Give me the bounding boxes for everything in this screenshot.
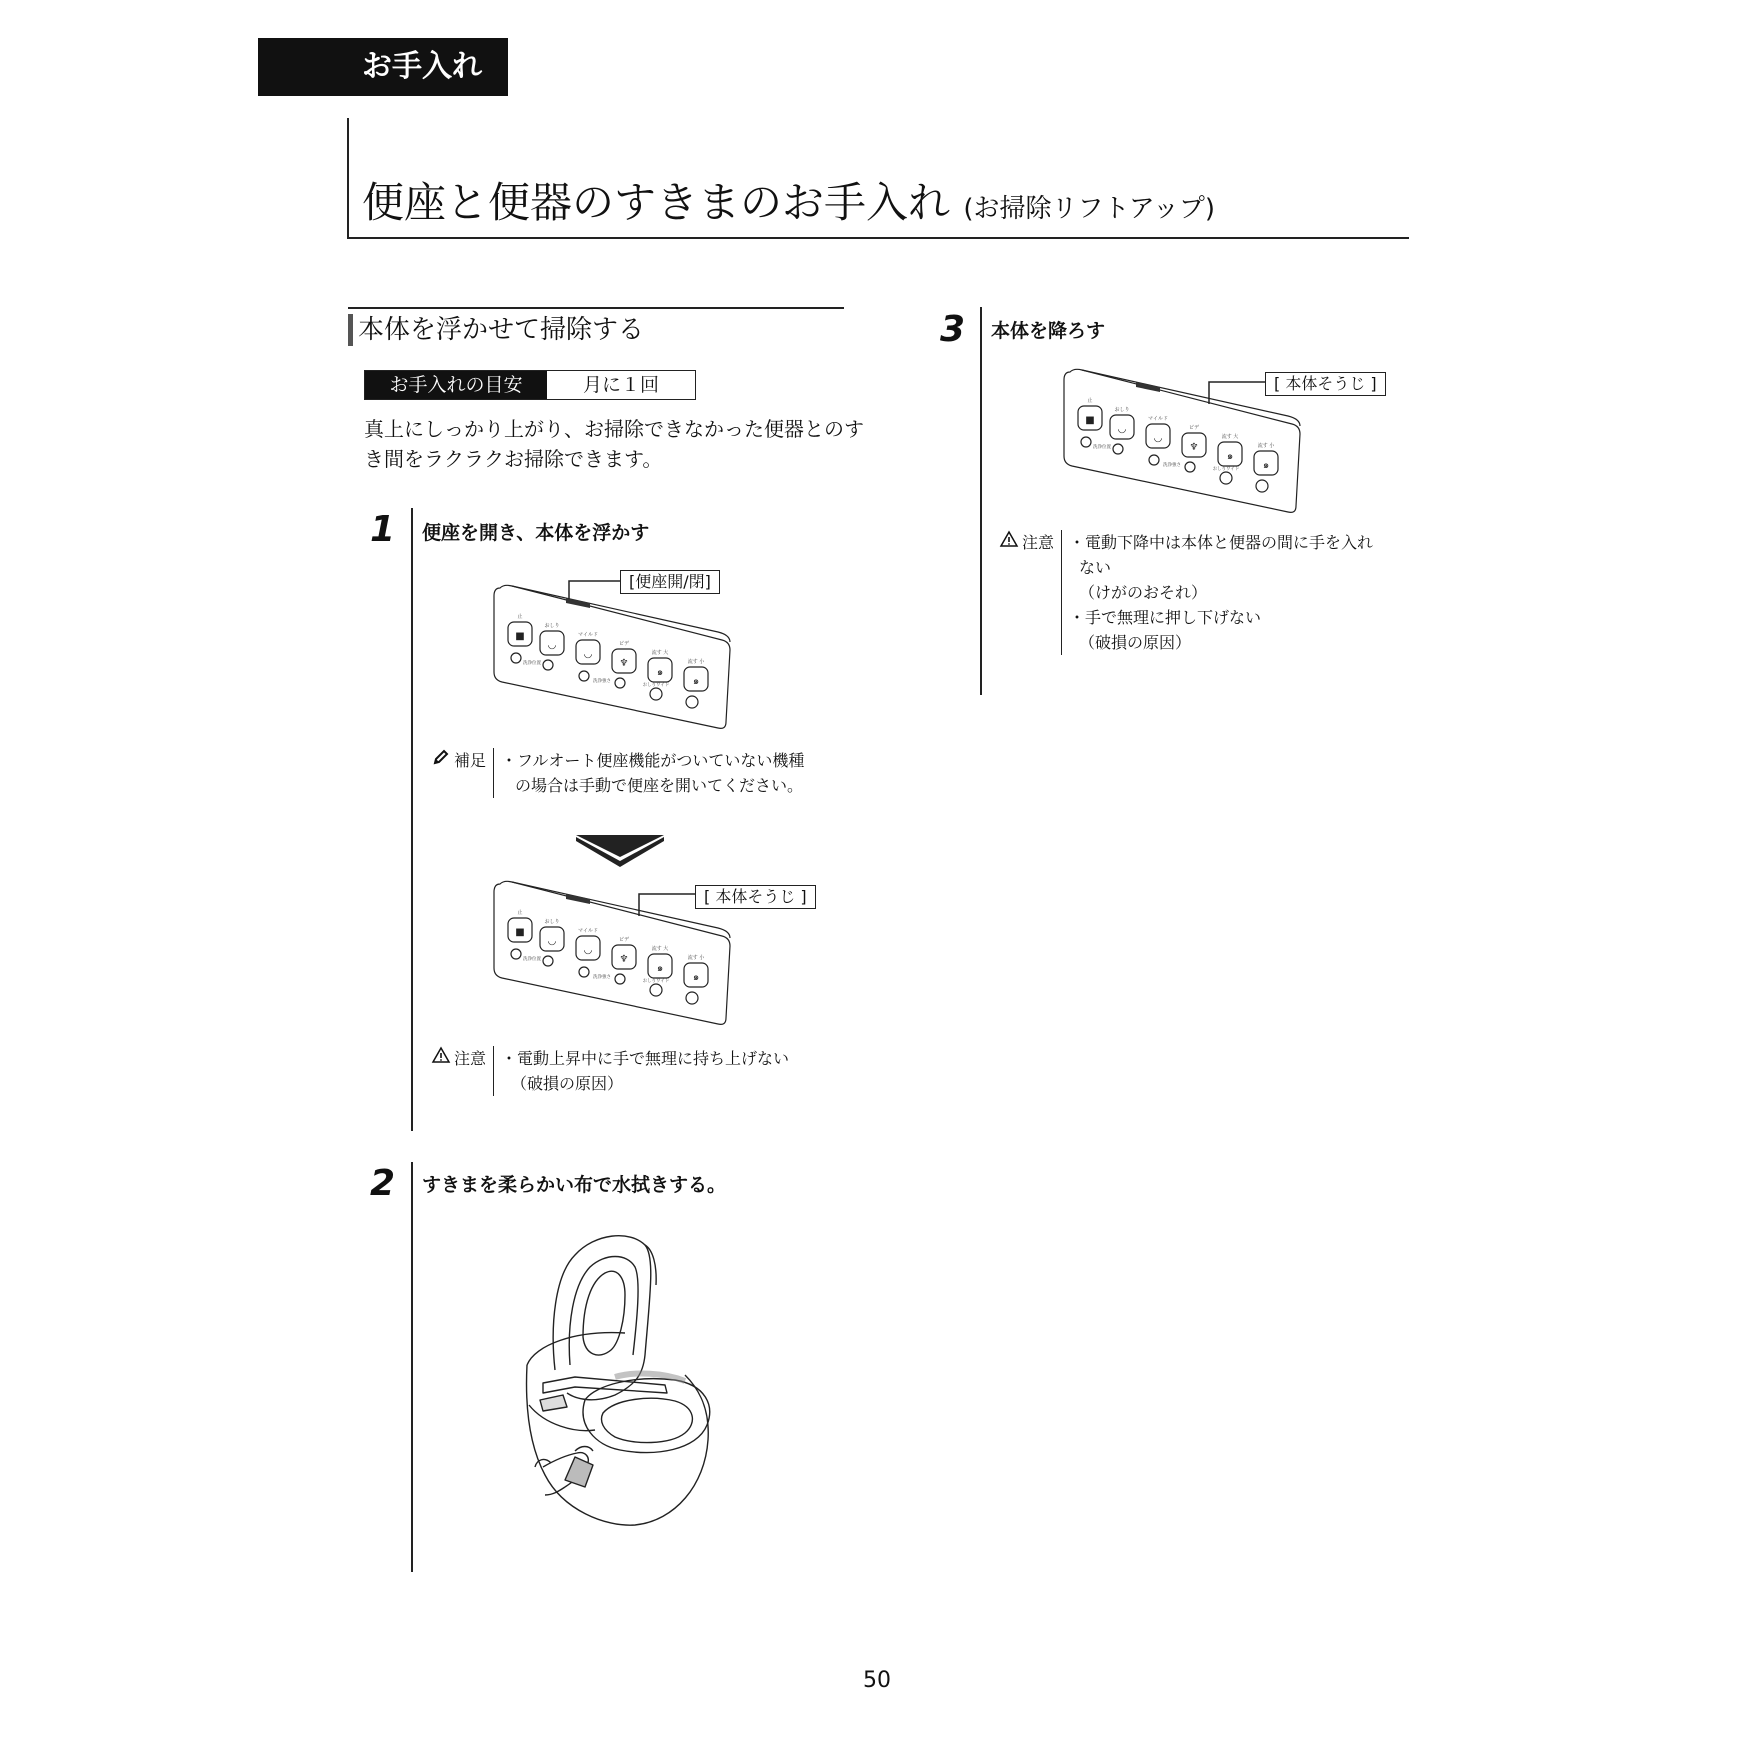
panel-button-icon: ■ xyxy=(1085,415,1095,426)
panel-button-label: マイルド xyxy=(578,632,598,638)
caution-label: 注意 xyxy=(1000,530,1061,655)
down-arrow-icon xyxy=(576,835,664,867)
panel-button-icon: ๑ xyxy=(1262,460,1270,471)
frequency-label: お手入れの目安 xyxy=(365,371,547,399)
subheading-bar xyxy=(348,314,353,346)
caution-note-1 xyxy=(432,1046,789,1096)
panel-button-label: ビデ xyxy=(618,937,630,943)
frequency-value: 月に１回 xyxy=(547,371,695,399)
panel-button-icon: ๑ xyxy=(692,972,700,983)
panel-button-label: 止 xyxy=(517,910,523,916)
panel-small-button xyxy=(543,660,553,670)
step-2-line xyxy=(411,1162,413,1572)
panel-indicator xyxy=(566,598,590,608)
step-1-number: 1 xyxy=(370,509,396,550)
panel-small-button xyxy=(511,653,521,663)
panel-small-button xyxy=(1256,480,1268,492)
page-number: 50 xyxy=(863,1668,891,1693)
panel-small-button xyxy=(1220,472,1232,484)
panel-small-label: 洗浄強さ xyxy=(593,975,611,980)
callout-leader-2 xyxy=(635,890,700,916)
panel-button-label: マイルド xyxy=(1148,416,1168,422)
panel-button-label: ビデ xyxy=(1188,425,1200,431)
panel-small-button xyxy=(686,696,698,708)
caution-body: ・電動下降中は本体と便器の間に手を入れ ない （けがのおそれ） ・手で無理に押し下げない （破損の原因） xyxy=(1061,530,1373,655)
panel-button-label: 止 xyxy=(1087,398,1093,404)
panel-button-icon: ◡ xyxy=(547,936,557,947)
panel-button-label: 流す 大 xyxy=(651,650,669,656)
step-3-line xyxy=(980,307,982,695)
supplement-body: ・フルオート便座機能がついていない機種 の場合は手動で便座を開いてください。 xyxy=(493,748,804,798)
callout-leader-3 xyxy=(1205,378,1270,404)
panel-small-label: 洗浄位置 xyxy=(1093,445,1111,450)
panel-small-button xyxy=(579,671,589,681)
callout-body-clean-1: [ 本体そうじ ] xyxy=(695,885,816,909)
panel-button-label: マイルド xyxy=(578,928,598,934)
callout-leader-1 xyxy=(565,575,625,599)
panel-small-button xyxy=(1185,462,1195,472)
panel-small-label: おしりワイド xyxy=(1212,467,1240,472)
panel-button-icon: ๑ xyxy=(656,667,664,678)
panel-button-label: 流す 小 xyxy=(687,659,705,665)
panel-small-label: おしりワイド xyxy=(642,683,670,688)
panel-small-button xyxy=(615,678,625,688)
panel-button-label: ビデ xyxy=(618,641,630,647)
panel-button-icon: ◡ xyxy=(1117,424,1127,435)
panel-button-label: 流す 大 xyxy=(651,946,669,952)
warning-icon xyxy=(432,1046,450,1064)
panel-indicator xyxy=(566,894,590,904)
panel-small-button xyxy=(650,688,662,700)
page-title xyxy=(362,178,1215,234)
cleaning-frequency-badge xyxy=(364,370,696,400)
panel-small-button xyxy=(686,992,698,1004)
remote-panel-1 xyxy=(490,582,750,732)
panel-indicator xyxy=(1136,382,1160,392)
step-3-title: 本体を降ろす xyxy=(991,320,1106,342)
section-tab: お手入れ xyxy=(258,38,508,96)
intro-text: 真上にしっかり上がり、お掃除できなかった便器とのすき間をラクラクお掃除できます。 xyxy=(364,417,864,471)
panel-button-icon: ๑ xyxy=(692,676,700,687)
panel-button-label: おしり xyxy=(544,919,560,925)
title-divider-horizontal xyxy=(347,237,1409,239)
panel-small-button xyxy=(511,949,521,959)
panel-button-icon: ♆ xyxy=(619,658,629,669)
caution-label: 注意 xyxy=(432,1046,493,1096)
supplement-label: 補足 xyxy=(432,748,493,798)
panel-small-button xyxy=(650,984,662,996)
panel-button-icon: ๑ xyxy=(1226,451,1234,462)
subheading: 本体を浮かせて掃除する xyxy=(358,315,645,345)
panel-button-icon: ◡ xyxy=(583,649,593,660)
panel-button-label: おしり xyxy=(544,623,560,629)
panel-small-button xyxy=(615,974,625,984)
panel-button-label: 流す 小 xyxy=(1257,443,1275,449)
title-divider-vertical xyxy=(347,118,349,238)
page-title-sub: (お掃除リフトアップ) xyxy=(963,194,1216,224)
panel-button-icon: ♆ xyxy=(1189,442,1199,453)
page-title-main: 便座と便器のすきまのお手入れ xyxy=(362,178,951,227)
panel-button-icon: ◡ xyxy=(1153,433,1163,444)
panel-small-label: おしりワイド xyxy=(642,979,670,984)
panel-button-label: 流す 大 xyxy=(1221,434,1239,440)
panel-small-label: 洗浄位置 xyxy=(523,957,541,962)
panel-button-icon: ◡ xyxy=(547,640,557,651)
callout-body-clean-3: [ 本体そうじ ] xyxy=(1265,372,1386,396)
step-3-number: 3 xyxy=(940,309,966,350)
panel-small-button xyxy=(1149,455,1159,465)
panel-button-icon: ๑ xyxy=(656,963,664,974)
step-2-title: すきまを柔らかい布で水拭きする。 xyxy=(422,1174,727,1196)
panel-button-icon: ■ xyxy=(515,631,525,642)
step-2-number: 2 xyxy=(370,1163,396,1204)
panel-button-icon: ◡ xyxy=(583,945,593,956)
caution-body: ・電動上昇中に手で無理に持ち上げない （破損の原因） xyxy=(493,1046,789,1096)
panel-button-label: おしり xyxy=(1114,407,1130,413)
panel-button-label: 流す 小 xyxy=(687,955,705,961)
panel-button-icon: ■ xyxy=(515,927,525,938)
panel-small-button xyxy=(1081,437,1091,447)
panel-small-button xyxy=(579,967,589,977)
toilet-illustration xyxy=(515,1225,720,1530)
supplement-note xyxy=(432,748,804,798)
panel-button-icon: ♆ xyxy=(619,954,629,965)
callout-seat-open-close: [便座開/閉] xyxy=(620,570,720,594)
panel-small-button xyxy=(543,956,553,966)
panel-small-label: 洗浄強さ xyxy=(593,679,611,684)
panel-small-button xyxy=(1113,444,1123,454)
panel-small-label: 洗浄位置 xyxy=(523,661,541,666)
panel-small-label: 洗浄強さ xyxy=(1163,463,1181,468)
warning-icon xyxy=(1000,530,1018,548)
step-1-title: 便座を開き、本体を浮かす xyxy=(422,522,650,544)
pencil-icon xyxy=(432,748,450,766)
caution-note-3 xyxy=(1000,530,1373,655)
panel-button-label: 止 xyxy=(517,614,523,620)
step-1-line xyxy=(411,508,413,1131)
subheading-rule xyxy=(348,307,844,309)
